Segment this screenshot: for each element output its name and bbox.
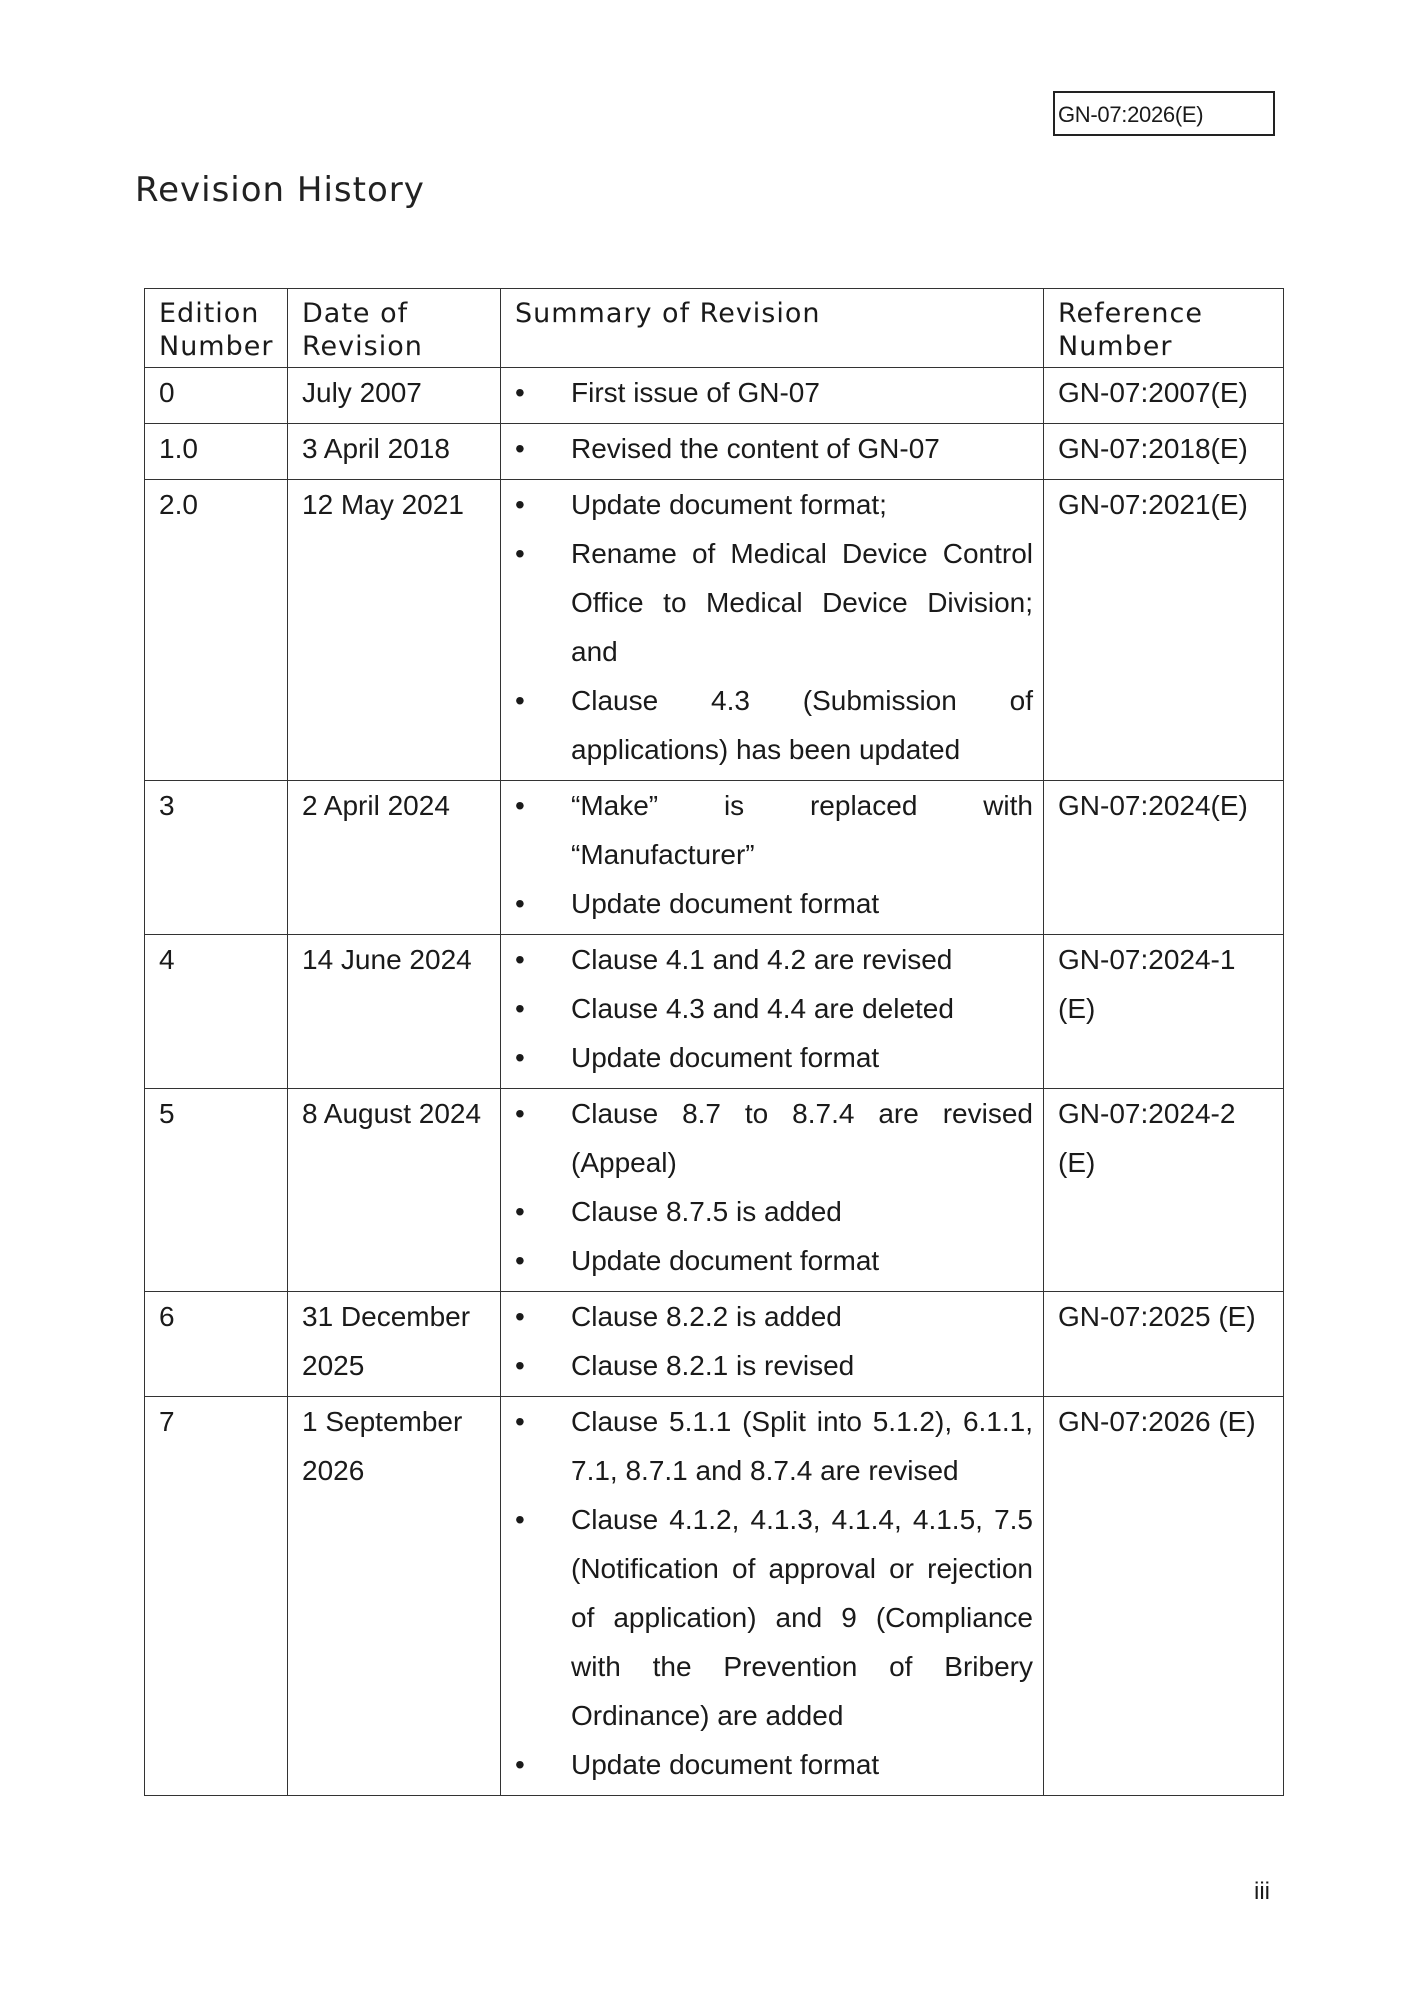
- date-of-revision-cell: 3 April 2018: [288, 424, 501, 480]
- edition-number-cell: 1.0: [145, 424, 288, 480]
- edition-number-cell: 5: [145, 1089, 288, 1292]
- table-body: [145, 368, 1284, 1796]
- summary-of-revision-cell: [501, 781, 1044, 935]
- summary-bullet-item: • Clause 4.1 and 4.2 are revised: [515, 935, 1033, 984]
- summary-of-revision-cell: [501, 368, 1044, 424]
- reference-number-cell: GN-07:2025 (E): [1044, 1292, 1284, 1397]
- summary-bullet-item: • Update document format: [515, 879, 1033, 928]
- page-number: iii: [1254, 1878, 1270, 1905]
- table-row: [145, 781, 1284, 935]
- table-row: [145, 935, 1284, 1089]
- edition-number-cell: 3: [145, 781, 288, 935]
- table-row: [145, 424, 1284, 480]
- summary-of-revision-cell: [501, 1397, 1044, 1796]
- summary-bullet-item: • Update document format;: [515, 480, 1033, 529]
- summary-bullet-list: [515, 935, 1033, 1082]
- summary-bullet-item: • Clause 4.3 (Submission of applications) has been updated: [515, 676, 1033, 774]
- summary-bullet-item: • Revised the content of GN-07: [515, 424, 1033, 473]
- table-row: [145, 1089, 1284, 1292]
- table-row: [145, 1397, 1284, 1796]
- table-row: [145, 480, 1284, 781]
- date-of-revision-cell: 8 August 2024: [288, 1089, 501, 1292]
- summary-bullet-list: [515, 1292, 1033, 1390]
- reference-number-cell: GN-07:2024(E): [1044, 781, 1284, 935]
- reference-number-cell: GN-07:2026 (E): [1044, 1397, 1284, 1796]
- edition-number-cell: 7: [145, 1397, 288, 1796]
- date-of-revision-cell: 2 April 2024: [288, 781, 501, 935]
- date-of-revision-cell: 12 May 2021: [288, 480, 501, 781]
- summary-bullet-list: [515, 1397, 1033, 1789]
- date-of-revision-cell: 14 June 2024: [288, 935, 501, 1089]
- edition-number-cell: 2.0: [145, 480, 288, 781]
- summary-bullet-item: • Clause 5.1.1 (Split into 5.1.2), 6.1.1, 7.1, 8.7.1 and 8.7.4 are revised: [515, 1397, 1033, 1495]
- reference-number-cell: GN-07:2024-2 (E): [1044, 1089, 1284, 1292]
- summary-bullet-item: • Update document format: [515, 1740, 1033, 1789]
- summary-of-revision-cell: [501, 424, 1044, 480]
- summary-bullet-item: • “Make” is replaced with “Manufacturer”: [515, 781, 1033, 879]
- summary-bullet-item: • First issue of GN-07: [515, 368, 1033, 417]
- table-row: [145, 1292, 1284, 1397]
- reference-number-cell: GN-07:2018(E): [1044, 424, 1284, 480]
- summary-bullet-item: • Rename of Medical Device Control Office to Medical Device Division; and: [515, 529, 1033, 676]
- summary-bullet-item: • Update document format: [515, 1236, 1033, 1285]
- edition-number-cell: 0: [145, 368, 288, 424]
- summary-bullet-list: [515, 424, 1033, 473]
- header-reference-number: Reference Number: [1044, 289, 1284, 368]
- summary-bullet-item: • Update document format: [515, 1033, 1033, 1082]
- summary-bullet-item: • Clause 8.2.1 is revised: [515, 1341, 1033, 1390]
- summary-bullet-item: • Clause 8.2.2 is added: [515, 1292, 1033, 1341]
- table-header-row: [145, 289, 1284, 368]
- date-of-revision-cell: 31 December 2025: [288, 1292, 501, 1397]
- summary-bullet-list: [515, 1089, 1033, 1285]
- summary-bullet-item: • Clause 8.7 to 8.7.4 are revised (Appeal): [515, 1089, 1033, 1187]
- edition-number-cell: 6: [145, 1292, 288, 1397]
- summary-bullet-item: • Clause 8.7.5 is added: [515, 1187, 1033, 1236]
- summary-of-revision-cell: [501, 1292, 1044, 1397]
- table-row: [145, 368, 1284, 424]
- reference-number-cell: GN-07:2007(E): [1044, 368, 1284, 424]
- edition-number-cell: 4: [145, 935, 288, 1089]
- page-title: Revision History: [135, 170, 425, 210]
- summary-bullet-list: [515, 480, 1033, 774]
- reference-number-cell: GN-07:2021(E): [1044, 480, 1284, 781]
- summary-of-revision-cell: [501, 1089, 1044, 1292]
- date-of-revision-cell: July 2007: [288, 368, 501, 424]
- reference-number-cell: GN-07:2024-1 (E): [1044, 935, 1284, 1089]
- summary-of-revision-cell: [501, 480, 1044, 781]
- date-of-revision-cell: 1 September 2026: [288, 1397, 501, 1796]
- summary-bullet-list: [515, 368, 1033, 417]
- summary-of-revision-cell: [501, 935, 1044, 1089]
- summary-bullet-list: [515, 781, 1033, 928]
- document-reference-box: GN-07:2026(E): [1053, 91, 1275, 136]
- revision-history-table: [144, 288, 1284, 1796]
- header-date-of-revision: Date of Revision: [288, 289, 501, 368]
- summary-bullet-item: • Clause 4.1.2, 4.1.3, 4.1.4, 4.1.5, 7.5 (Notification of approval or rejection of application) and 9 (Compliance with the Prevention of Bribery Ordinance) are added: [515, 1495, 1033, 1740]
- header-edition-number: Edition Number: [145, 289, 288, 368]
- header-summary-of-revision: Summary of Revision: [501, 289, 1044, 368]
- summary-bullet-item: • Clause 4.3 and 4.4 are deleted: [515, 984, 1033, 1033]
